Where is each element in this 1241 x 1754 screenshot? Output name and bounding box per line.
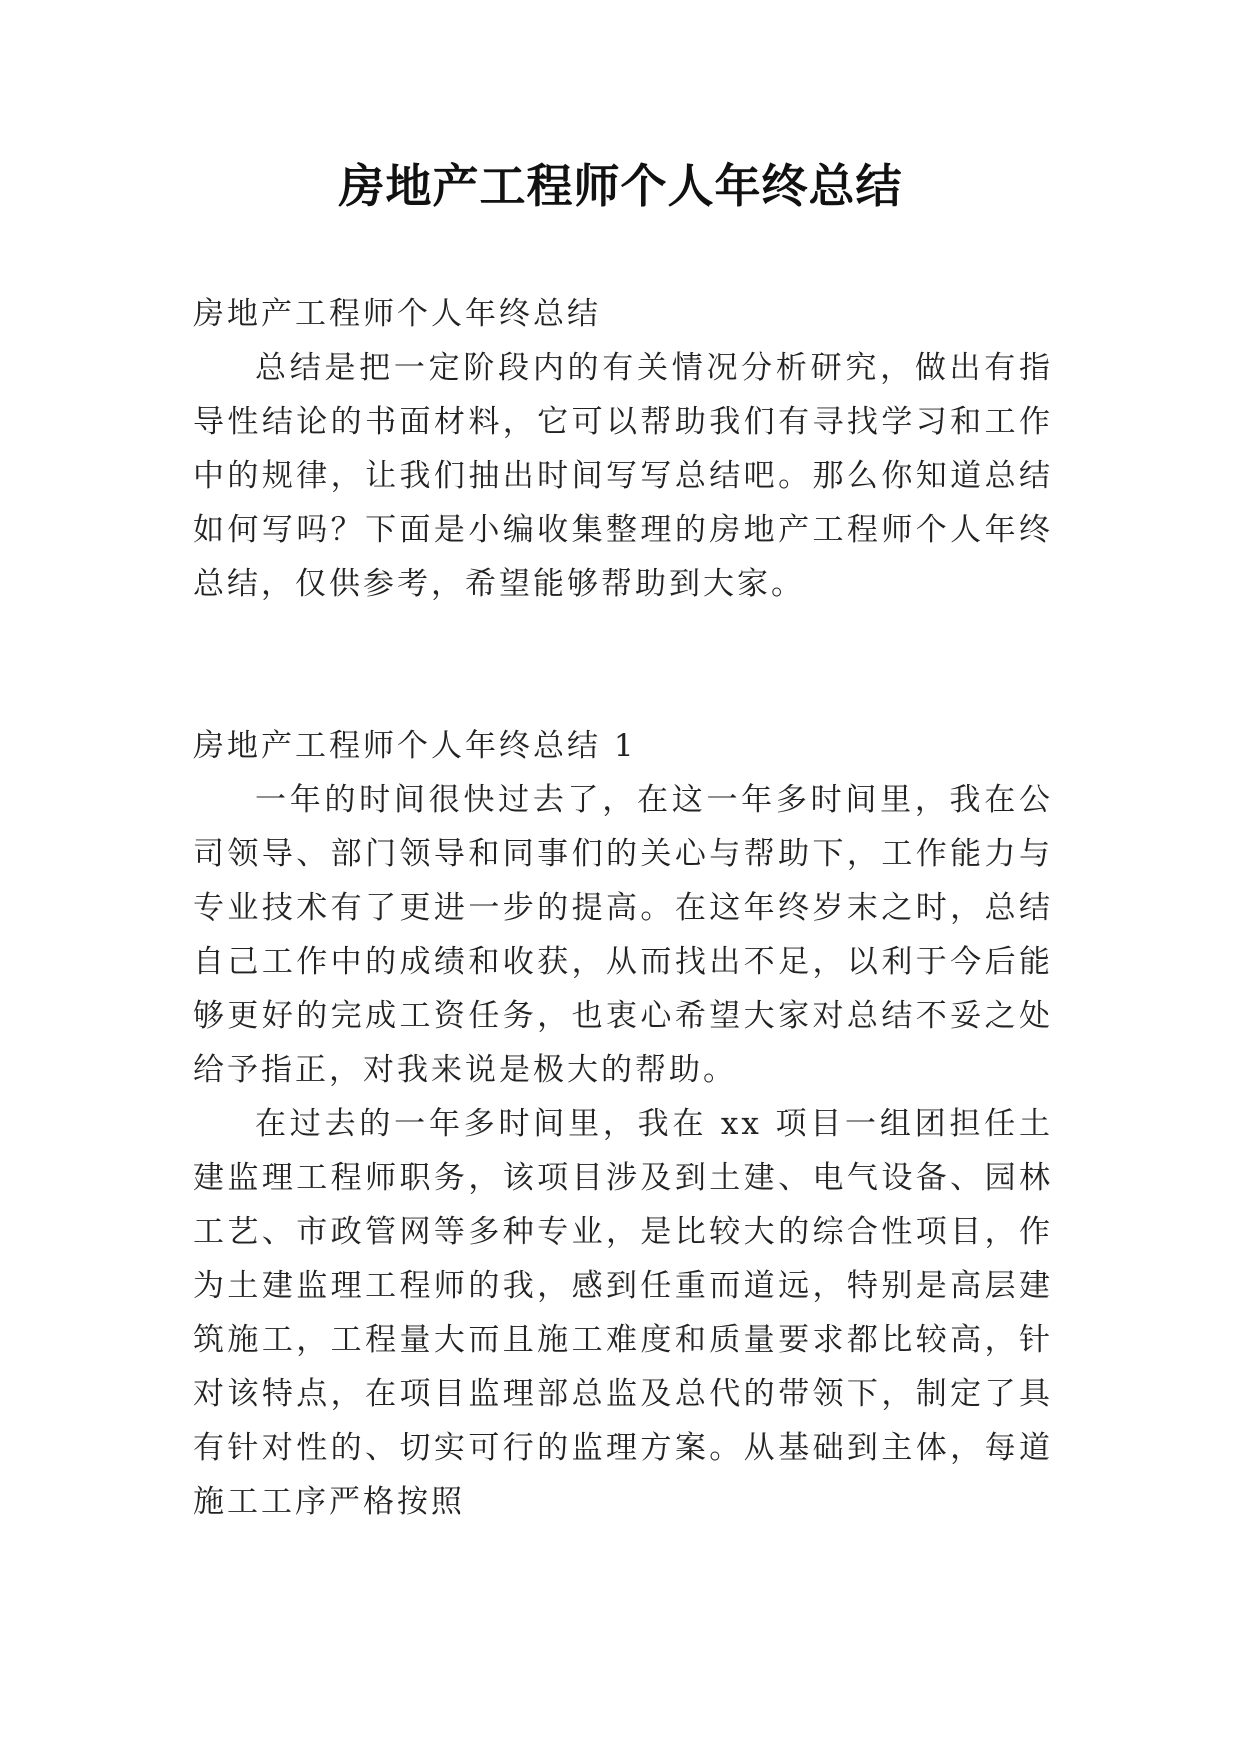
section-spacer [193,611,1053,719]
document-title: 房地产工程师个人年终总结 [338,159,903,213]
intro-heading: 房地产工程师个人年终总结 [193,296,601,332]
body-paragraph: 一年的时间很快过去了，在这一年多时间里，我在公司领导、部门领导和同事们的关心与帮助下，工作能力与专业技术有了更进一步的提高。在这年终岁末之时，总结自己工作中的成绩和收获，从而找出不足，以利于今后能够更好的完成工资任务，也衷心希望大家对总结不妥之处给予指正，对我来说是极大的帮助。 [193,782,1053,1088]
intro-paragraph: 总结是把一定阶段内的有关情况分析研究，做出有指导性结论的书面材料，它可以帮助我们有寻找学习和工作中的规律，让我们抽出时间写写总结吧。那么你知道总结如何写吗？下面是小编收集整理的房地产工程师个人年终总结，仅供参考，希望能够帮助到大家。 [193,350,1053,602]
document-body [193,287,1053,1529]
body-paragraph: 在过去的一年多时间里，我在 xx 项目一组团担任土建监理工程师职务，该项目涉及到土建、电气设备、园林工艺、市政管网等多种专业，是比较大的综合性项目，作为土建监理工程师的我，感到任重而道远，特别是高层建筑施工，工程量大而且施工难度和质量要求都比较高，针对该特点，在项目监理部总监及总代的带领下，制定了具有针对性的、切实可行的监理方案。从基础到主体，每道施工工序严格按照 [193,1106,1053,1520]
section-heading: 房地产工程师个人年终总结 1 [193,728,637,764]
